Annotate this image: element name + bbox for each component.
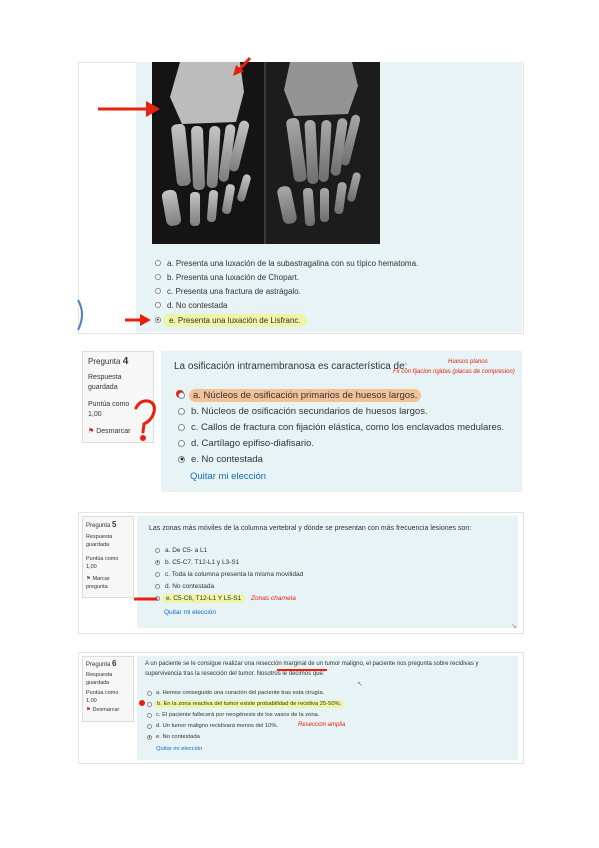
q6-number (86, 659, 116, 668)
red-dash-marker (134, 594, 158, 604)
q4-status: Respuesta guardada (88, 374, 122, 391)
q5-note-zonas-charnela: Zonas charnela (251, 595, 296, 602)
radio-icon[interactable] (155, 560, 160, 565)
q3-option-c[interactable] (155, 285, 301, 297)
radio-icon[interactable] (147, 702, 152, 707)
red-arrow-icon (124, 313, 152, 327)
q6-pregunta-label: Pregunta (86, 662, 111, 668)
cursor-icon: ↖ (357, 681, 363, 688)
q4-option-e[interactable] (178, 452, 263, 466)
radio-icon[interactable] (155, 274, 161, 280)
q5-number (86, 520, 116, 529)
q4-option-e-label: e. No contestada (191, 453, 263, 465)
q6-option-a[interactable] (147, 688, 324, 698)
radio-icon[interactable] (178, 440, 185, 447)
radio-icon[interactable] (155, 572, 160, 577)
q4-option-b-label: b. Núcleos de osificación secundarios de huesos largos. (191, 405, 428, 417)
q6-question-line1: A un paciente se le consigue realizar una resección marginal de un tumor maligno, el paciente nos pregunta sobre recidivas y (145, 661, 479, 667)
radio-icon[interactable] (155, 288, 161, 294)
q6-option-d-label: d. Un tumor maligno recidivará menos del 10%. (156, 723, 279, 729)
radio-icon[interactable] (155, 548, 160, 553)
q5-option-e-label: e. C5-C6, T12-L1 Y L5-S1 (162, 594, 245, 603)
q4-clear-choice-link[interactable]: Quitar mi elección (190, 471, 267, 482)
q3-option-d[interactable] (155, 299, 227, 311)
radio-icon[interactable] (155, 260, 161, 266)
q5-score: Puntúa como 1,00 (86, 556, 119, 570)
q6-clear-choice-link[interactable]: Quitar mi elección (156, 746, 203, 752)
q4-option-a-label: a. Núcleos de osificación primarios de huesos largos. (189, 389, 421, 402)
q3-option-e[interactable] (155, 313, 307, 327)
radio-icon[interactable] (155, 317, 161, 323)
q4-question-text: La osificación intramembranosa es característica de: (174, 361, 408, 372)
q6-option-c[interactable] (147, 710, 319, 720)
q5-status: Respuesta guardada (86, 534, 113, 548)
red-arrow-icon (230, 56, 254, 78)
q5-option-d[interactable] (155, 581, 214, 591)
q4-flag-link[interactable] (88, 427, 130, 435)
radio-icon[interactable] (147, 735, 152, 740)
radio-icon[interactable] (178, 392, 185, 399)
q4-option-d-label: d. Cartílago epifiso-diafisario. (191, 437, 315, 449)
q6-option-d[interactable] (147, 721, 278, 731)
bracket-scribble-icon (74, 298, 88, 332)
red-underline-marker (277, 669, 327, 671)
q3-option-c-label: c. Presenta una fractura de astrágalo. (167, 286, 301, 296)
q4-note-fijacion: Fx con fijacion rigidas (placas de compresion) (393, 369, 515, 375)
q6-number-value: 6 (112, 659, 117, 668)
q3-option-b[interactable] (155, 271, 299, 283)
q5-option-b[interactable] (155, 557, 239, 567)
flag-icon: ⚑ (88, 428, 95, 435)
q5-option-e[interactable] (155, 593, 245, 604)
q4-number (88, 356, 128, 367)
q6-option-b[interactable] (147, 699, 344, 709)
foot-xray-drawing (152, 62, 380, 244)
q3-option-a-label: a. Presenta una luxación de la subastragalina con su típico hematoma. (167, 258, 419, 268)
q5-option-c-label: c. Toda la columna presenta la misma movilidad (165, 570, 304, 578)
q6-option-a-label: a. Hemos conseguido una curación del paciente tras esta cirugía. (156, 690, 325, 696)
q3-option-d-label: d. No contestada (167, 300, 228, 310)
flag-icon: ⚑ (86, 576, 91, 582)
red-dot-marker (139, 700, 145, 706)
q5-clear-choice-link[interactable]: Quitar mi elección (164, 609, 217, 616)
question-mark-scribble-icon (130, 398, 160, 442)
red-arrow-icon (96, 98, 162, 120)
q6-option-c-label: c. El paciente fallecerá por neogénesis de los vasos de la zona. (156, 712, 320, 718)
q3-option-a[interactable] (155, 257, 418, 269)
q4-number-value: 4 (122, 356, 129, 367)
q3-option-b-label: b. Presenta una luxación de Chopart. (167, 272, 300, 282)
q6-flag-link[interactable] (86, 707, 119, 713)
q5-option-a-label: a. De C5- a L1 (165, 546, 208, 554)
q6-score: Puntúa como 1,00 (86, 690, 119, 704)
q6-question-line2: supervivencia tras la resección del tumor. Nosotros le decimos que: (145, 671, 325, 677)
q5-number-value: 5 (112, 520, 117, 529)
radio-icon[interactable] (147, 713, 152, 718)
q4-option-d[interactable] (178, 436, 314, 450)
q4-score: Puntúa como 1,00 (88, 401, 130, 418)
q4-option-c[interactable] (178, 420, 504, 434)
q4-flag-label: Desmarcar (96, 428, 131, 435)
q5-option-b-label: b. C5-C7, T12-L1 y L3-S1 (165, 558, 240, 566)
q6-status: Respuesta guardada (86, 672, 113, 686)
q5-question-text: Las zonas más móviles de la columna vertebral y dónde se presentan con más frecuencia lesiones son: (149, 525, 472, 532)
q6-option-b-label: b. En la zona reactiva del tumor existe probabilidad de recidiva 25-50%. (154, 700, 344, 708)
q3-option-e-label: e. Presenta una luxación de Lisfranc. (163, 314, 307, 327)
radio-icon[interactable] (155, 302, 161, 308)
q4-option-c-label: c. Callos de fractura con fijación elástica, como los enclavados medulares. (191, 421, 505, 433)
q4-pregunta-label: Pregunta (88, 357, 121, 366)
q6-option-e-label: e. No contestada (156, 734, 200, 740)
q5-option-d-label: d. No contestada (165, 582, 215, 590)
q5-pregunta-label: Pregunta (86, 523, 111, 529)
radio-icon[interactable] (178, 424, 185, 431)
radio-icon[interactable] (147, 691, 152, 696)
radio-icon[interactable] (155, 584, 160, 589)
q4-option-a[interactable] (178, 388, 421, 402)
q6-option-e[interactable] (147, 732, 200, 742)
q5-flag-link[interactable] (86, 575, 128, 591)
foot-xray-image (152, 62, 380, 244)
cursor-icon: ↘ (511, 623, 517, 630)
q5-flag-label: Marcar pregunta (86, 576, 110, 590)
radio-icon[interactable] (147, 724, 152, 729)
q5-option-c[interactable] (155, 569, 303, 579)
flag-icon: ⚑ (86, 707, 91, 713)
q4-option-b[interactable] (178, 404, 428, 418)
q6-note-reseccion-amplia: Reseccion amplia (298, 722, 346, 728)
radio-icon[interactable] (178, 456, 185, 463)
q6-flag-label: Desmarcar (92, 707, 120, 713)
q5-option-a[interactable] (155, 545, 207, 555)
radio-icon[interactable] (178, 408, 185, 415)
q4-note-huesos-planos: Huesos planos (448, 359, 488, 365)
